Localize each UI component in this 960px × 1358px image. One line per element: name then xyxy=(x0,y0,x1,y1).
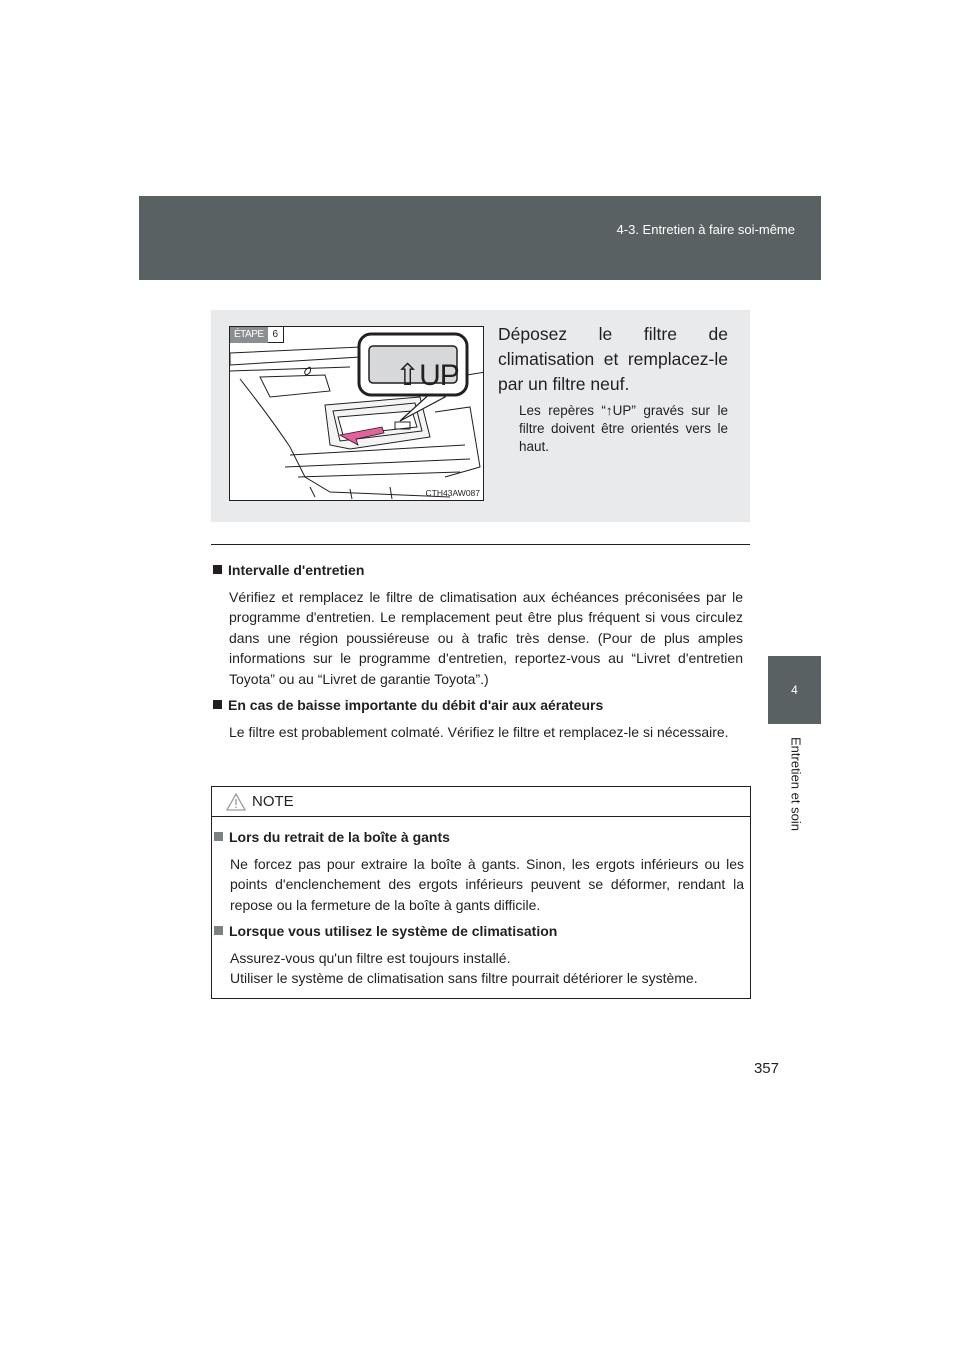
chapter-tab xyxy=(768,656,821,724)
square-bullet-icon xyxy=(213,700,222,709)
info-heading xyxy=(213,560,743,581)
note-item-heading xyxy=(214,827,744,848)
info-body: Vérifiez et remplacez le filtre de climatisation aux échéances préconisées par le programme d'entretien. Le remplacement peut être plus fréquent si vous circulez dans une région poussiéreuse ou à trafic très dense. (Pour de plus amples informations sur le programme d'entretien, reportez-vous au “Livret d'entretien Toyota” ou au “Livret de garantie Toyota”.) xyxy=(229,588,743,687)
note-content xyxy=(212,817,750,989)
page-number: 357 xyxy=(753,1060,779,1077)
note-item-body xyxy=(230,948,744,989)
square-bullet-icon xyxy=(213,565,222,574)
info-section xyxy=(213,560,743,748)
note-item-body-line: Utiliser le système de climatisation sans filtre pourrait détériorer le système. xyxy=(230,970,698,986)
up-mark-callout xyxy=(357,332,469,397)
step-badge xyxy=(230,327,284,343)
info-heading-text: En cas de baisse importante du débit d'air aux aérateurs xyxy=(228,697,604,713)
note-title: NOTE xyxy=(252,793,294,810)
info-heading-text: Intervalle d'entretien xyxy=(228,562,365,578)
note-item-heading-text: Lorsque vous utilisez le système de climatisation xyxy=(229,923,558,939)
step-label: ÉTAPE xyxy=(230,327,268,343)
note-header xyxy=(212,787,750,817)
note-item-body-line: Assurez-vous qu'un filtre est toujours installé. xyxy=(230,949,511,966)
square-bullet-icon xyxy=(214,832,223,841)
note-item-body: Ne forcez pas pour extraire la boîte à gants. Sinon, les ergots inférieurs ou les points d'enclenchement des ergots inférieurs peuvent se déformer, rendant la repose ou la fermeture de la boîte à gants difficile. xyxy=(230,855,744,913)
step-instruction: Déposez le filtre de climatisation et remplacez-le par un filtre neuf. xyxy=(498,324,728,394)
up-mark-text: ⇧UP xyxy=(395,359,459,392)
divider xyxy=(211,544,750,545)
chapter-number: 4 xyxy=(791,683,798,697)
filter-illustration xyxy=(229,326,484,501)
note-item-heading xyxy=(214,921,744,942)
chapter-title: Entretien et soin xyxy=(788,737,804,831)
note-item-heading-text: Lors du retrait de la boîte à gants xyxy=(229,829,450,845)
step-box xyxy=(211,310,750,522)
note-box xyxy=(211,786,751,999)
section-title: 4-3. Entretien à faire soi-même xyxy=(616,222,795,237)
warning-triangle-icon xyxy=(226,793,246,811)
step-detail: Les repères “↑UP” gravés sur le filtre doivent être orientés vers le haut. xyxy=(519,403,728,454)
info-heading xyxy=(213,695,743,716)
figure-code: CTH43AW087 xyxy=(425,488,480,498)
info-body: Le filtre est probablement colmaté. Vérifiez le filtre et remplacez-le si nécessaire. xyxy=(229,723,729,740)
step-number: 6 xyxy=(268,327,285,343)
chapter-header-band xyxy=(139,196,821,280)
square-bullet-icon xyxy=(214,926,223,935)
